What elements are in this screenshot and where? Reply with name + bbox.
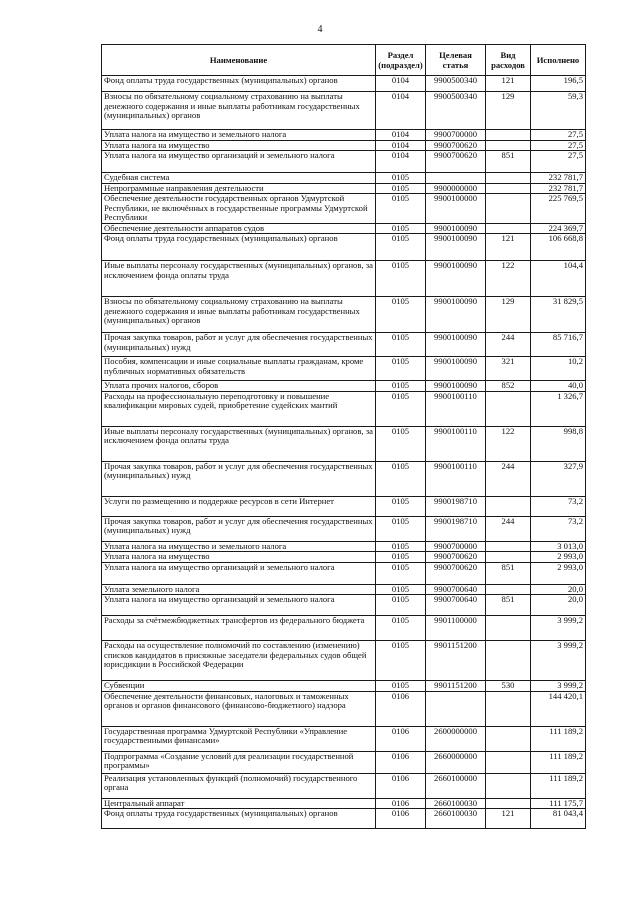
- row-section-cell: 0105: [376, 426, 426, 461]
- row-amount-cell: 111 189,2: [531, 751, 586, 773]
- row-section-cell: 0106: [376, 809, 426, 829]
- row-article-cell: 9900100110: [426, 426, 486, 461]
- row-type-cell: 122: [486, 426, 531, 461]
- row-name-cell: Уплата прочих налогов, сборов: [102, 381, 376, 392]
- header-article: Целевая статья: [426, 45, 486, 76]
- table-row: [102, 297, 586, 333]
- table-row: [102, 426, 586, 461]
- table-row: [102, 773, 586, 798]
- row-amount-cell: 232 781,7: [531, 173, 586, 184]
- row-amount-cell: 81 043,4: [531, 809, 586, 829]
- table-row: [102, 261, 586, 297]
- row-amount-cell: 327,9: [531, 461, 586, 496]
- row-amount-cell: 31 829,5: [531, 297, 586, 333]
- row-amount-cell: 27,5: [531, 130, 586, 141]
- table-row: [102, 130, 586, 141]
- row-type-cell: 129: [486, 297, 531, 333]
- table-row: [102, 140, 586, 151]
- row-name-cell: Взносы по обязательному социальному страхованию на выплаты денежного содержания и иные выплаты работникам государственных (муниципальных) органов: [102, 92, 376, 130]
- row-name-cell: Взносы по обязательному социальному страхованию на выплаты денежного содержания и иные выплаты работникам государственных (муниципальных) органов: [102, 297, 376, 333]
- row-article-cell: [426, 173, 486, 184]
- table-row: [102, 516, 586, 541]
- table-row: [102, 595, 586, 616]
- row-type-cell: 852: [486, 381, 531, 392]
- row-name-cell: Реализация установленных функций (полномочий) государственного органа: [102, 773, 376, 798]
- row-section-cell: 0105: [376, 616, 426, 641]
- row-section-cell: 0105: [376, 173, 426, 184]
- row-amount-cell: 225 769,5: [531, 194, 586, 224]
- row-type-cell: [486, 691, 531, 726]
- row-name-cell: Уплата налога на имущество и земельного налога: [102, 541, 376, 552]
- row-article-cell: 9900700620: [426, 562, 486, 584]
- row-type-cell: 121: [486, 234, 531, 261]
- row-name-cell: Расходы на профессиональную переподготовку и повышение квалификации мировых судей, приобретение судейских мантий: [102, 391, 376, 426]
- row-name-cell: Уплата налога на имущество организаций и земельного налога: [102, 151, 376, 173]
- table-row: [102, 584, 586, 595]
- row-section-cell: 0105: [376, 194, 426, 224]
- row-name-cell: Субвенции: [102, 681, 376, 692]
- table-row: [102, 183, 586, 194]
- row-section-cell: 0105: [376, 562, 426, 584]
- row-section-cell: 0105: [376, 357, 426, 381]
- table-row: [102, 333, 586, 357]
- row-type-cell: [486, 130, 531, 141]
- row-amount-cell: 144 420,1: [531, 691, 586, 726]
- table-row: [102, 798, 586, 809]
- row-amount-cell: 73,2: [531, 496, 586, 516]
- row-amount-cell: 224 369,7: [531, 223, 586, 234]
- row-amount-cell: 10,2: [531, 357, 586, 381]
- row-name-cell: Уплата земельного налога: [102, 584, 376, 595]
- row-name-cell: Обеспечение деятельности финансовых, налоговых и таможенных органов и органов финансового (финансово-бюджетного) надзора: [102, 691, 376, 726]
- row-article-cell: 9900100090: [426, 333, 486, 357]
- row-type-cell: 122: [486, 261, 531, 297]
- table-row: [102, 641, 586, 681]
- row-name-cell: Государственная программа Удмуртской Республики «Управление государственными финансами»: [102, 726, 376, 751]
- row-article-cell: 9900500340: [426, 92, 486, 130]
- row-name-cell: Прочая закупка товаров, работ и услуг для обеспечения государственных (муниципальных) нужд: [102, 516, 376, 541]
- row-amount-cell: 20,0: [531, 595, 586, 616]
- row-section-cell: 0104: [376, 140, 426, 151]
- row-article-cell: 9900100090: [426, 223, 486, 234]
- row-section-cell: 0105: [376, 381, 426, 392]
- row-amount-cell: 27,5: [531, 140, 586, 151]
- row-name-cell: Пособия, компенсации и иные социальные выплаты гражданам, кроме публичных нормативных обязательств: [102, 357, 376, 381]
- table-row: [102, 76, 586, 92]
- row-amount-cell: 998,8: [531, 426, 586, 461]
- row-type-cell: [486, 751, 531, 773]
- table-row: [102, 357, 586, 381]
- row-name-cell: Расходы на осуществление полномочий по составлению (изменению) списков кандидатов в присяжные заседатели федеральных судов общей юрисдикции в Российской Федерации: [102, 641, 376, 681]
- row-section-cell: 0105: [376, 516, 426, 541]
- row-section-cell: 0105: [376, 496, 426, 516]
- row-type-cell: 851: [486, 151, 531, 173]
- row-name-cell: Уплата налога на имущество организаций и земельного налога: [102, 595, 376, 616]
- row-name-cell: Уплата налога на имущество и земельного налога: [102, 130, 376, 141]
- row-amount-cell: 104,4: [531, 261, 586, 297]
- row-type-cell: 530: [486, 681, 531, 692]
- row-name-cell: Уплата налога на имущество: [102, 552, 376, 563]
- table-row: [102, 552, 586, 563]
- row-article-cell: 9900100090: [426, 261, 486, 297]
- table-row: [102, 691, 586, 726]
- row-section-cell: 0105: [376, 681, 426, 692]
- row-type-cell: 121: [486, 76, 531, 92]
- row-amount-cell: 106 668,8: [531, 234, 586, 261]
- row-section-cell: 0106: [376, 691, 426, 726]
- table-row: [102, 151, 586, 173]
- row-article-cell: [426, 691, 486, 726]
- row-section-cell: 0105: [376, 641, 426, 681]
- row-article-cell: 9900100110: [426, 391, 486, 426]
- table-row: [102, 92, 586, 130]
- row-article-cell: 9900198710: [426, 516, 486, 541]
- row-amount-cell: 111 189,2: [531, 726, 586, 751]
- row-amount-cell: 40,0: [531, 381, 586, 392]
- row-section-cell: 0105: [376, 234, 426, 261]
- table-row: [102, 541, 586, 552]
- table-header-row: [102, 45, 586, 76]
- row-section-cell: 0105: [376, 595, 426, 616]
- row-section-cell: 0106: [376, 751, 426, 773]
- row-type-cell: [486, 194, 531, 224]
- row-amount-cell: 27,5: [531, 151, 586, 173]
- row-section-cell: 0105: [376, 391, 426, 426]
- row-section-cell: 0105: [376, 541, 426, 552]
- row-article-cell: 9900700640: [426, 584, 486, 595]
- row-type-cell: [486, 391, 531, 426]
- row-type-cell: [486, 496, 531, 516]
- row-type-cell: [486, 183, 531, 194]
- row-type-cell: 244: [486, 333, 531, 357]
- table-row: [102, 496, 586, 516]
- row-section-cell: 0105: [376, 333, 426, 357]
- header-name: Наименование: [102, 45, 376, 76]
- row-section-cell: 0104: [376, 76, 426, 92]
- row-article-cell: 9900700640: [426, 595, 486, 616]
- row-name-cell: Иные выплаты персоналу государственных (муниципальных) органов, за исключением фонда оплаты труда: [102, 426, 376, 461]
- row-section-cell: 0106: [376, 726, 426, 751]
- row-amount-cell: 2 993,0: [531, 552, 586, 563]
- row-article-cell: 9900700620: [426, 552, 486, 563]
- row-amount-cell: 3 013,0: [531, 541, 586, 552]
- row-type-cell: [486, 641, 531, 681]
- row-type-cell: [486, 798, 531, 809]
- row-amount-cell: 232 781,7: [531, 183, 586, 194]
- row-amount-cell: 73,2: [531, 516, 586, 541]
- row-section-cell: 0105: [376, 461, 426, 496]
- row-name-cell: Услуги по размещению и поддержке ресурсов в сети Интернет: [102, 496, 376, 516]
- row-section-cell: 0106: [376, 773, 426, 798]
- row-type-cell: [486, 616, 531, 641]
- row-article-cell: 9900100090: [426, 381, 486, 392]
- row-section-cell: 0104: [376, 92, 426, 130]
- row-article-cell: 2660000000: [426, 751, 486, 773]
- table-row: [102, 681, 586, 692]
- table-row: [102, 173, 586, 184]
- table-row: [102, 751, 586, 773]
- table-row: [102, 809, 586, 829]
- row-article-cell: 9900100090: [426, 297, 486, 333]
- row-article-cell: 9901151200: [426, 681, 486, 692]
- row-section-cell: 0104: [376, 151, 426, 173]
- row-type-cell: [486, 223, 531, 234]
- row-name-cell: Прочая закупка товаров, работ и услуг для обеспечения государственных (муниципальных) нужд: [102, 461, 376, 496]
- row-type-cell: [486, 173, 531, 184]
- row-amount-cell: 196,5: [531, 76, 586, 92]
- row-section-cell: 0105: [376, 183, 426, 194]
- row-article-cell: 9900700620: [426, 151, 486, 173]
- row-amount-cell: 1 326,7: [531, 391, 586, 426]
- row-section-cell: 0105: [376, 584, 426, 595]
- row-amount-cell: 111 189,2: [531, 773, 586, 798]
- row-name-cell: Обеспечение деятельности государственных органов Удмуртской Республики, не включённых в государственные программы Удмуртской Республики: [102, 194, 376, 224]
- row-amount-cell: 3 999,2: [531, 641, 586, 681]
- row-amount-cell: 3 999,2: [531, 616, 586, 641]
- row-type-cell: [486, 552, 531, 563]
- row-article-cell: 9900700000: [426, 541, 486, 552]
- row-name-cell: Уплата налога на имущество организаций и земельного налога: [102, 562, 376, 584]
- row-article-cell: 9900100090: [426, 234, 486, 261]
- row-name-cell: Уплата налога на имущество: [102, 140, 376, 151]
- row-article-cell: 9900500340: [426, 76, 486, 92]
- header-type: Вид расходов: [486, 45, 531, 76]
- row-amount-cell: 59,3: [531, 92, 586, 130]
- row-type-cell: 851: [486, 562, 531, 584]
- header-amount: Исполнено: [531, 45, 586, 76]
- row-section-cell: 0105: [376, 223, 426, 234]
- row-section-cell: 0105: [376, 297, 426, 333]
- row-amount-cell: 2 993,0: [531, 562, 586, 584]
- row-name-cell: Фонд оплаты труда государственных (муниципальных) органов: [102, 809, 376, 829]
- row-amount-cell: 3 999,2: [531, 681, 586, 692]
- row-name-cell: Судебная система: [102, 173, 376, 184]
- row-article-cell: 2600000000: [426, 726, 486, 751]
- table-row: [102, 234, 586, 261]
- row-article-cell: 9900700620: [426, 140, 486, 151]
- table-row: [102, 726, 586, 751]
- row-type-cell: 121: [486, 809, 531, 829]
- row-name-cell: Обеспечение деятельности аппаратов судов: [102, 223, 376, 234]
- row-type-cell: [486, 773, 531, 798]
- row-article-cell: 2660100000: [426, 773, 486, 798]
- row-type-cell: 129: [486, 92, 531, 130]
- table-row: [102, 391, 586, 426]
- row-article-cell: 9900100110: [426, 461, 486, 496]
- row-type-cell: 244: [486, 461, 531, 496]
- row-name-cell: Расходы за счётмежбюджетных трансфертов из федерального бюджета: [102, 616, 376, 641]
- budget-execution-table: [101, 44, 586, 829]
- row-type-cell: [486, 584, 531, 595]
- row-name-cell: Прочая закупка товаров, работ и услуг для обеспечения государственных (муниципальных) нужд: [102, 333, 376, 357]
- row-section-cell: 0105: [376, 552, 426, 563]
- row-article-cell: 9901151200: [426, 641, 486, 681]
- row-section-cell: 0106: [376, 798, 426, 809]
- row-article-cell: 9900100090: [426, 357, 486, 381]
- row-article-cell: 9900700000: [426, 130, 486, 141]
- row-name-cell: Иные выплаты персоналу государственных (муниципальных) органов, за исключением фонда оплаты труда: [102, 261, 376, 297]
- table-row: [102, 562, 586, 584]
- page-number: 4: [317, 24, 323, 35]
- row-name-cell: Непрограммные направления деятельности: [102, 183, 376, 194]
- row-name-cell: Фонд оплаты труда государственных (муниципальных) органов: [102, 76, 376, 92]
- row-article-cell: 9900198710: [426, 496, 486, 516]
- table-row: [102, 223, 586, 234]
- row-type-cell: 244: [486, 516, 531, 541]
- table-row: [102, 194, 586, 224]
- row-article-cell: 9900100000: [426, 194, 486, 224]
- row-type-cell: 321: [486, 357, 531, 381]
- row-section-cell: 0105: [376, 261, 426, 297]
- header-section: Раздел (подраздел): [376, 45, 426, 76]
- row-type-cell: 851: [486, 595, 531, 616]
- row-article-cell: 2660100030: [426, 798, 486, 809]
- row-article-cell: 9901100000: [426, 616, 486, 641]
- row-type-cell: [486, 140, 531, 151]
- row-section-cell: 0104: [376, 130, 426, 141]
- row-amount-cell: 111 175,7: [531, 798, 586, 809]
- table-row: [102, 616, 586, 641]
- table-row: [102, 381, 586, 392]
- row-amount-cell: 20,0: [531, 584, 586, 595]
- row-name-cell: Подпрограмма «Создание условий для реализации государственной программы»: [102, 751, 376, 773]
- row-type-cell: [486, 726, 531, 751]
- row-name-cell: Центральный аппарат: [102, 798, 376, 809]
- row-amount-cell: 85 716,7: [531, 333, 586, 357]
- row-article-cell: 2660100030: [426, 809, 486, 829]
- row-article-cell: 9900000000: [426, 183, 486, 194]
- table-row: [102, 461, 586, 496]
- row-name-cell: Фонд оплаты труда государственных (муниципальных) органов: [102, 234, 376, 261]
- row-type-cell: [486, 541, 531, 552]
